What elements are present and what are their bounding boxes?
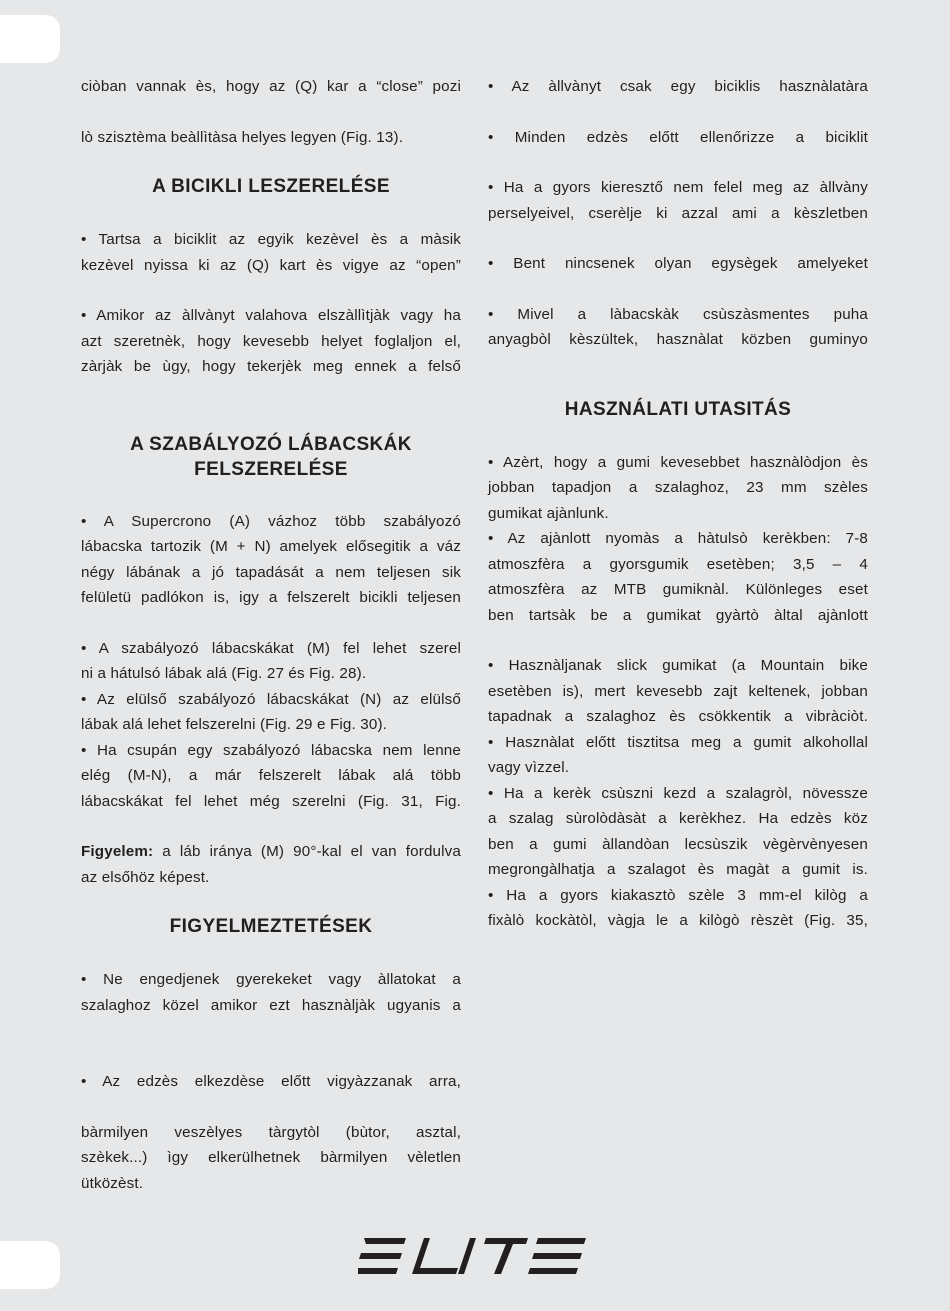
text-line: • Ha csupán egy szabályozó lábacska nem lenne [81,741,461,759]
text-line: négy lábának a jó tapadását a nem teljesen sik [81,563,461,581]
text-line: • Amikor az àllvànyt valahova elszàllìtjàk vagy ha [81,307,461,324]
text-line: ni a hátulsó lábak alá (Fig. 27 és Fig. 28). [81,665,367,682]
page-tab-bottom [0,1241,60,1289]
text-line: lò szisztèma beàllìtàsa helyes legyen (Fig. 13). [81,128,404,146]
text-line: • Ha a gyors kieresztő nem felel meg az àllvàny [488,179,868,196]
text-line: • A Supercrono (A) vázhoz több szabályozó [81,512,461,530]
text-line: megrongàlhatja a szalagot ès magàt a gumit is. [488,861,868,878]
elite-logo [358,1238,586,1274]
text-line: • Ha a kerèk csùszni kezd a szalagròl, növessze [488,784,868,802]
text-line: perselyeivel, cserèlje ki azzal ami a kèszletben [488,204,868,222]
text-line: • Azèrt, hogy a gumi kevesebbet hasznàlòdjon ès [488,453,868,471]
text-line: felületü padlókon is, igy a felszerelt bicikli teljesen [81,589,461,606]
text-line: • Ne engedjenek gyerekeket vagy àllatokat a [81,971,461,988]
text-line: esetèben is), mert kevesebb zajt keltenek, jobban [488,682,868,700]
text-line: lábak alá lehet felszerelni (Fig. 29 e Fig. 30). [81,716,388,733]
page-tab-top [0,15,60,63]
text-line: • Minden edzès előtt ellenőrizze a biciklit [488,128,868,146]
text-line: • Az elülső szabályozó lábacskákat (N) az elülső [81,690,461,708]
text-line: tapadnak a szalaghoz ès csökkentik a vibràciòt. [488,708,868,725]
text-line: elég (M-N), a már felszerelt lábak alá több [81,767,461,784]
text-line: szalaghoz közel amikor ezt hasznàljàk ugyanis a [81,996,461,1014]
text-line: ciòban vannak ès, hogy az (Q) kar a “close” pozi [81,78,461,95]
text-line: • Hasznàlat előtt tisztitsa meg a gumit alkohollal [488,733,868,751]
text-line: az elsőhöz képest. [81,868,210,886]
right-column [488,74,868,934]
warning-line [81,839,461,865]
text-line: zàrjàk be ùgy, hogy tekerjèk meg ennek a felső [81,358,461,375]
text-line: lábacska tartozik (M + N) amelyek elősegitik a váz [81,538,461,555]
section-heading-labacskak-line2: FELSZERELÉSE [194,458,348,480]
text-line: • Az àllvànyt csak egy biciklis hasznàlatàra [488,78,868,95]
section-heading-bicikli-leszerelese: A BICIKLI LESZERELÉSE [152,176,390,197]
text-line: • Az ajànlott nyomàs a hàtulsò kerèkben: 7-8 [488,530,868,547]
text-line: • A szabályozó lábacskákat (M) fel lehet szerel [81,639,461,657]
text-line: ütközèst. [81,1174,144,1192]
left-column [81,74,461,1196]
section-heading-figyelmeztetesek: FIGYELMEZTETÉSEK [169,916,373,937]
text-line: a szalag sùrolòdàsàt a kerèkhez. Ha edzès köz [488,810,868,827]
warning-label: Figyelem: [81,843,154,860]
section-heading-labacskak-line1: A SZABÁLYOZÓ LÁBACSKÁK [130,433,412,455]
text-line: ben a gumi àllandòan lecsùszik vègèrvènyesen [488,835,868,853]
text-line: atmoszfèra az MTB gumiknàl. Különleges eset [488,581,868,598]
text-line: • Hasznàljanak slick gumikat (a Mountain bike [488,657,868,674]
text-line: atmoszfèra a gyorsgumik esetèben; 3,5 – 4 [488,555,868,573]
text-line: lábacskákat fel lehet még szerelni (Fig. 31, Fig. [81,792,461,810]
section-heading-hasznalati-utasitas: HASZNÁLATI UTASITÁS [564,398,792,420]
warning-text: a láb iránya (M) 90°-kal el van fordulva [153,843,461,860]
text-line: • Az edzès elkezdèse előtt vigyàzzanak arra, [81,1073,461,1090]
text-line: jobban tapadjon a szalaghoz, 23 mm szèles [488,479,868,496]
text-line: vagy vìzzel. [488,759,570,776]
text-line: bàrmilyen veszèlyes tàrgytòl (bùtor, asztal, [81,1123,461,1141]
text-line: ben tartsàk be a gumikat gyàrtò àltal ajànlott [488,606,868,624]
text-line: gumikat ajànlunk. [488,504,609,522]
text-line: anyagbòl kèszültek, hasznàlat közben guminyo [488,331,868,348]
text-line: • Ha a gyors kiakasztò szèle 3 mm-el kilòg a [488,886,868,904]
text-line: azt szeretnèk, hogy kevesebb helyet foglaljon el, [81,332,461,350]
text-line: fixàlò kockàtòl, vàgja le a kilògò rèszèt (Fig. 35, [488,912,868,929]
text-line: • Mivel a làbacskàk csùszàsmentes puha [488,305,868,323]
text-line: • Bent nincsenek olyan egysègek amelyeket [488,255,868,272]
text-line: kezèvel nyissa ki az (Q) kart ès vigye az “open” [81,256,461,274]
text-line: • Tartsa a biciklit az egyik kezèvel ès a màsik [81,231,461,248]
text-line: szèkek...) ìgy elkerülhetnek bàrmilyen vèletlen [81,1149,461,1166]
